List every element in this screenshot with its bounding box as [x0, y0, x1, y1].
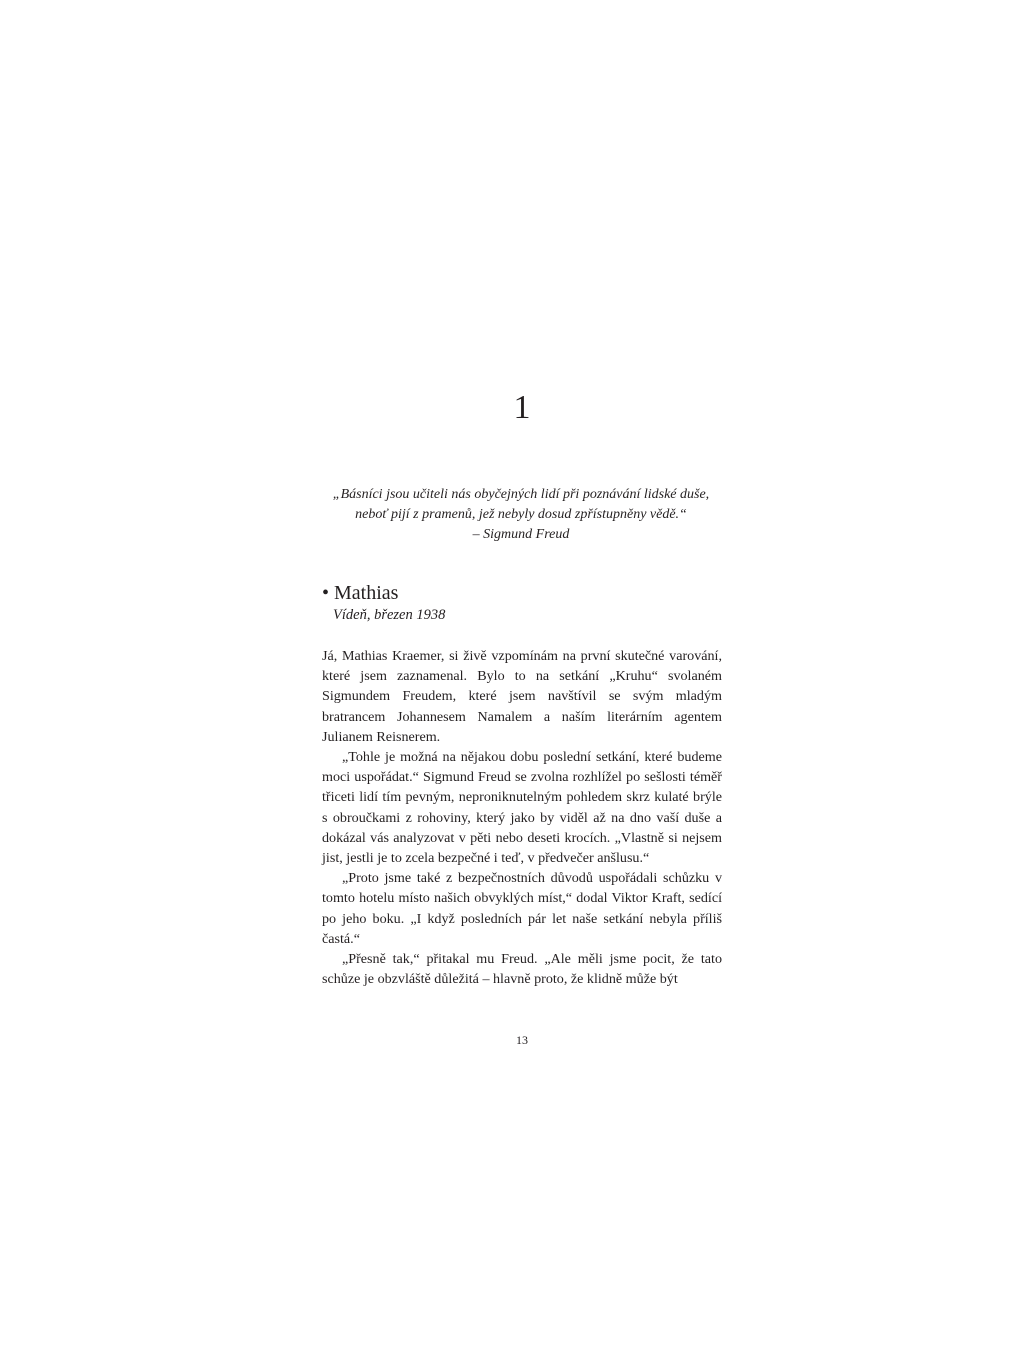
section-heading: • Mathias [322, 582, 399, 604]
epigraph-attribution: – Sigmund Freud [472, 527, 570, 542]
section-subheading: Vídeň, březen 1938 [333, 607, 446, 623]
epigraph [300, 485, 742, 545]
paragraph: „Proto jsme také z bezpečnostních důvodů uspořádali schůzku v tomto hotelu místo našich obvyklých míst,“ dodal Viktor Kraft, sedící po jeho boku. „I když posledních pár let naše setkání nebyla příliš častá.“ [322, 870, 722, 947]
chapter-number: 1 [513, 389, 531, 426]
paragraph: Já, Mathias Kraemer, si živě vzpomínám na první skutečné varování, které jsem zaznamenal. Bylo to na setkání „Kruhu“ svolaném Sigmundem Freudem, které jsem navštívil se svým mladým bratrancem Johannesem Namalem a naším literárním agentem Julianem Reisnerem. [322, 648, 722, 745]
paragraph: „Přesně tak,“ přitakal mu Freud. „Ale měli jsme pocit, že tato schůze je obzvláště důležitá – hlavně proto, že klidně může být [322, 951, 722, 988]
epigraph-quote-line-1: „Básníci jsou učiteli nás obyčejných lidí při poznávání lidské duše, [332, 487, 710, 502]
epigraph-quote-line-2: neboť pijí z pramenů, jež nebyly dosud zpřístupněny vědě.“ [355, 507, 687, 522]
paragraph: „Tohle je možná na nějakou dobu poslední setkání, které budeme moci uspořádat.“ Sigmund Freud se zvolna rozhlížel po sešlosti téměř třiceti lidí tím pevným, neproniknutelným pohledem skrz kulaté brýle s obroučkami z rohoviny, který jako by viděl až na dno vaší duše a dokázal vás analyzovat v pěti nebo deseti krocích. „Vlastně si nejsem jist, jestli je to zcela bezpečné i teď, v předvečer anšlusu.“ [322, 749, 722, 867]
body-text [322, 646, 722, 989]
page-number: 13 [516, 1033, 528, 1047]
